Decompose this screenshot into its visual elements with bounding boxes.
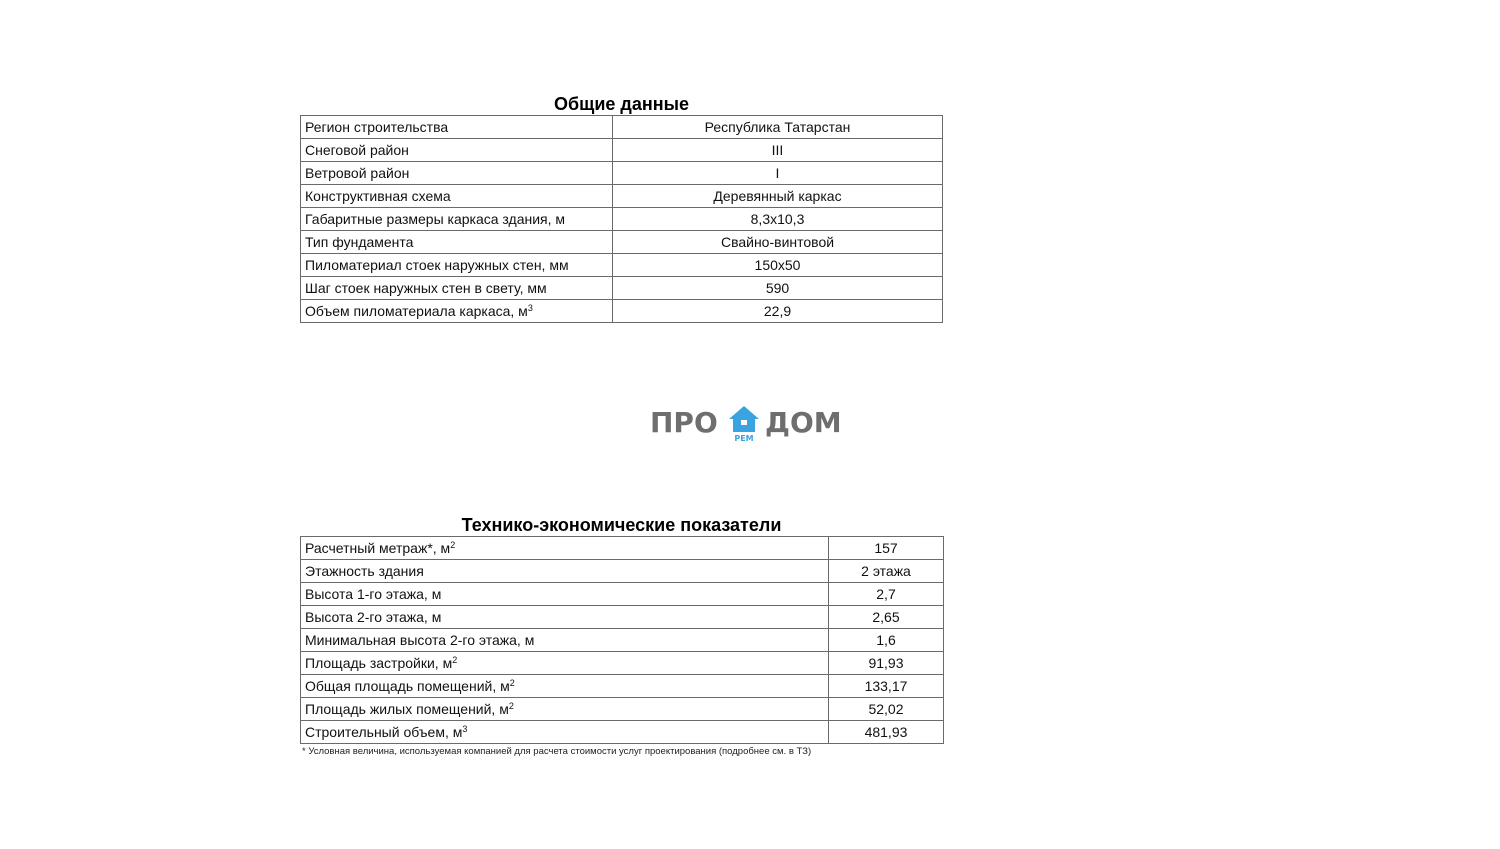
row-label: Объем пиломатериала каркаса, $м^3$ [301,300,613,323]
tech-economic-title: Технико-экономические показатели [461,515,782,535]
table-row [301,537,944,560]
table-row [301,277,943,300]
general-data-table [300,115,943,323]
row-value: I [613,162,943,185]
row-label: Высота 2-го этажа, м [301,606,829,629]
general-data-title: Общие данные [554,94,689,114]
table-row [301,721,944,744]
row-value: 133,17 [829,675,944,698]
row-value: 150х50 [613,254,943,277]
table-row [301,629,944,652]
table-row [301,231,943,254]
row-value: Республика Татарстан [613,116,943,139]
row-value: 22,9 [613,300,943,323]
table-row [301,185,943,208]
table-row [301,139,943,162]
row-value: Свайно-винтовой [613,231,943,254]
logo-sub-word: РЕМ [734,434,754,443]
row-label: Пиломатериал стоек наружных стен, мм [301,254,613,277]
table-row [301,675,944,698]
logo-word-right: ДОМ [765,406,842,439]
table-row [301,606,944,629]
row-label: Конструктивная схема [301,185,613,208]
row-value: III [613,139,943,162]
table-row [301,208,943,231]
row-label: Ветровой район [301,162,613,185]
row-value: 52,02 [829,698,944,721]
row-value: 8,3х10,3 [613,208,943,231]
table-row [301,652,944,675]
row-value: 157 [829,537,944,560]
table-row [301,116,943,139]
row-value: Деревянный каркас [613,185,943,208]
footnote: * Условная величина, используемая компанией для расчета стоимости услуг проектирования (подробнее см. в ТЗ) [302,746,812,757]
row-value: 481,93 [829,721,944,744]
row-value: 2 этажа [829,560,944,583]
row-value: 91,93 [829,652,944,675]
table-row [301,560,944,583]
house-icon [727,405,761,435]
row-label: Тип фундамента [301,231,613,254]
row-label: Минимальная высота 2-го этажа, м [301,629,829,652]
row-label: Высота 1-го этажа, м [301,583,829,606]
row-label: Габаритные размеры каркаса здания, м [301,208,613,231]
row-value: 1,6 [829,629,944,652]
row-label: Шаг стоек наружных стен в свету, мм [301,277,613,300]
row-label: Площадь жилых помещений, $м^2$ [301,698,829,721]
tech-economic-table [300,536,944,744]
row-value: 2,65 [829,606,944,629]
row-label: Общая площадь помещений, $м^2$ [301,675,829,698]
row-value: 590 [613,277,943,300]
row-value: 2,7 [829,583,944,606]
row-label: Строительный объем, $м^3$ [301,721,829,744]
company-logo [650,402,850,448]
table-row [301,300,943,323]
table-row [301,162,943,185]
table-row [301,254,943,277]
row-label: Площадь застройки, $м^2$ [301,652,829,675]
row-label: Снеговой район [301,139,613,162]
row-label: Регион строительства [301,116,613,139]
row-label: Расчетный метраж*, $м^2$ [301,537,829,560]
table-row [301,583,944,606]
row-label: Этажность здания [301,560,829,583]
table-row [301,698,944,721]
logo-word-left: ПРО [650,406,718,439]
